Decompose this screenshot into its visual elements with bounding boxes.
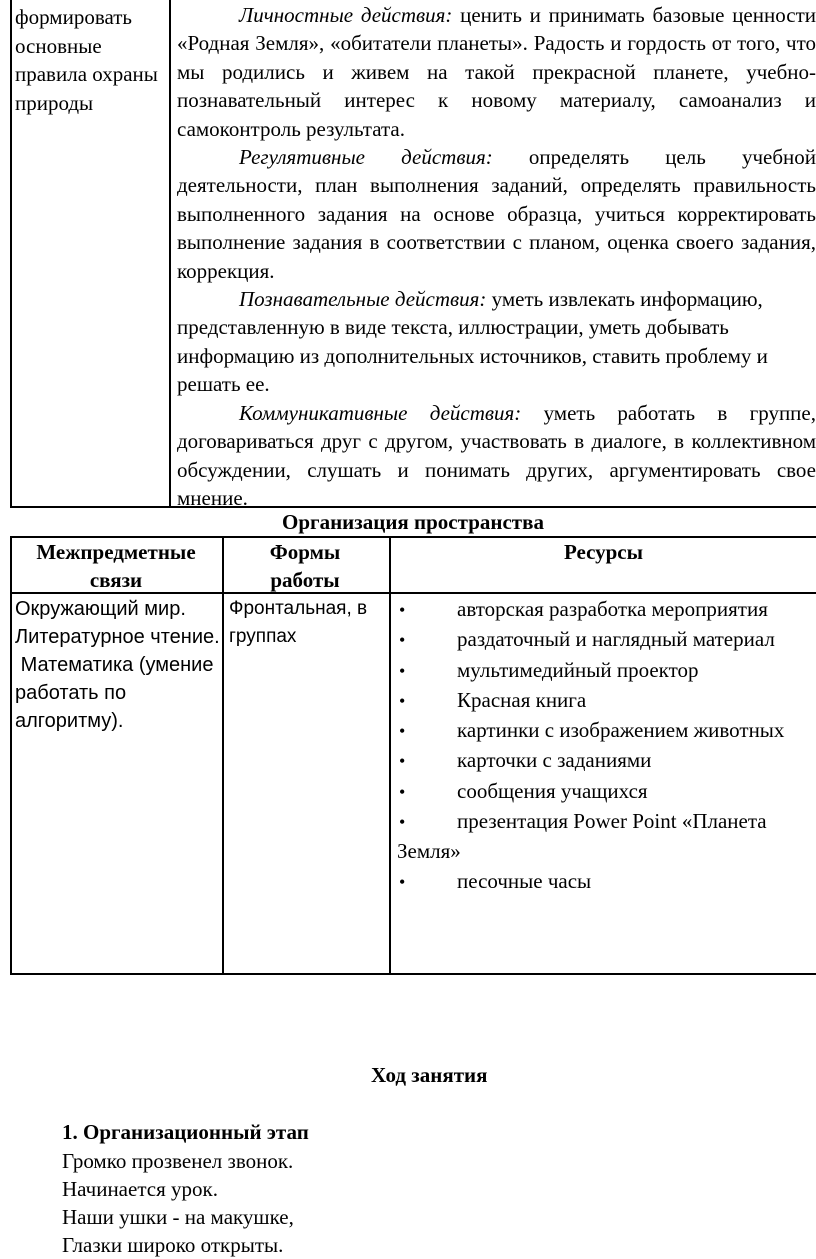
left-cell-text: формировать основные правила охраны природы xyxy=(15,5,158,115)
cognitive-actions-paragraph xyxy=(177,285,816,399)
table1-right-cell xyxy=(177,1,816,512)
bullet-icon xyxy=(397,867,457,897)
communicative-actions-label: Коммуникативные действия: xyxy=(239,400,522,425)
bullet-icon xyxy=(397,746,457,776)
list-item: •раздаточный и наглядный материал xyxy=(397,625,816,655)
cognitive-actions-label: Познавательные действия: xyxy=(239,287,487,312)
bullet-icon xyxy=(397,686,457,716)
forms-cell xyxy=(229,595,387,651)
table2-bottom-border xyxy=(10,973,816,975)
list-item: •Красная книга xyxy=(397,686,816,716)
table1-left-cell xyxy=(15,3,165,117)
header-resources-label: Ресурсы xyxy=(563,540,644,564)
poem-line: Начинается урок. xyxy=(62,1177,218,1201)
regulative-actions-label: Регулятивные действия: xyxy=(239,145,493,170)
poem-line: Наши ушки - на макушке, xyxy=(62,1205,294,1229)
communicative-actions-text: уметь работать в группе, договариваться друг с другом, участвовать в диалоге, в коллективном обсуждении, слушать и понимать других, аргументировать свое мнение. xyxy=(177,400,816,510)
bullet-icon xyxy=(397,625,457,655)
header-interdisciplinary-label: Межпредметные связи xyxy=(36,540,196,592)
resources-cell xyxy=(397,595,816,897)
stage1-heading: 1. Организационный этап xyxy=(62,1120,309,1144)
regulative-actions-paragraph xyxy=(177,143,816,285)
list-item: •карточки с заданиями xyxy=(397,746,816,776)
lesson-heading: Ход занятия xyxy=(371,1063,488,1087)
subject-reading: Литературное чтение. xyxy=(15,626,220,648)
list-item: •мультимедийный проектор xyxy=(397,656,816,686)
header-interdisciplinary xyxy=(12,538,220,594)
list-item: •презентация Power Point «Планета Земля» xyxy=(397,807,816,867)
personal-actions-label: Личностные действия: xyxy=(239,3,453,27)
personal-actions-paragraph xyxy=(177,1,816,143)
poem-line: Глазки широко открыты. xyxy=(62,1233,284,1257)
bullet-icon xyxy=(397,595,457,625)
bullet-icon xyxy=(397,777,457,807)
resources-list xyxy=(397,595,816,897)
header-forms xyxy=(240,538,370,594)
interdisciplinary-cell xyxy=(15,595,220,735)
bullet-icon xyxy=(397,656,457,686)
forms-text: Фронтальная, в группах xyxy=(229,598,368,647)
poem-line: Громко прозвенел звонок. xyxy=(62,1149,294,1173)
table2-divider-1 xyxy=(222,536,224,974)
communicative-actions-paragraph xyxy=(177,399,816,513)
table2-left-border xyxy=(10,536,12,974)
table2-divider-2 xyxy=(389,536,391,974)
list-item: •песочные часы xyxy=(397,867,816,897)
table2-title: Организация пространства xyxy=(282,510,544,534)
personal-actions-text: ценить и принимать базовые ценности «Родная Земля», «обитатели планеты». Радость и гордость от того, что мы родились и живем на такой прекрасной планете, учебно-познавательный интерес к новому материалу, самоанализ и самоконтроль результата. xyxy=(177,3,816,141)
bullet-icon xyxy=(397,807,457,837)
list-item: •сообщения учащихся xyxy=(397,777,816,807)
list-item: •картинки с изображением животных xyxy=(397,716,816,746)
header-forms-label: Формы работы xyxy=(269,540,341,592)
table1-divider xyxy=(169,0,171,507)
list-item: •авторская разработка мероприятия xyxy=(397,595,816,625)
bullet-icon xyxy=(397,716,457,746)
cognitive-actions-text: уметь извлекать информацию, представленную в виде текста, иллюстрации, уметь добывать информацию из дополнительных источников, ставить проблему и решать ее. xyxy=(177,287,768,397)
regulative-actions-text: определять цель учебной деятельности, план выполнения заданий, определять правильность выполненного задания на основе образца, учиться корректировать выполнение задания в соответствии с планом, оценка своего задания, коррекция. xyxy=(177,145,816,283)
header-resources xyxy=(391,538,816,566)
subject-math: Математика (умение работать по алгоритму). xyxy=(15,654,220,732)
poem xyxy=(62,1147,562,1259)
subject-world: Окружающий мир. xyxy=(15,598,186,620)
table1-left-border xyxy=(10,0,12,507)
